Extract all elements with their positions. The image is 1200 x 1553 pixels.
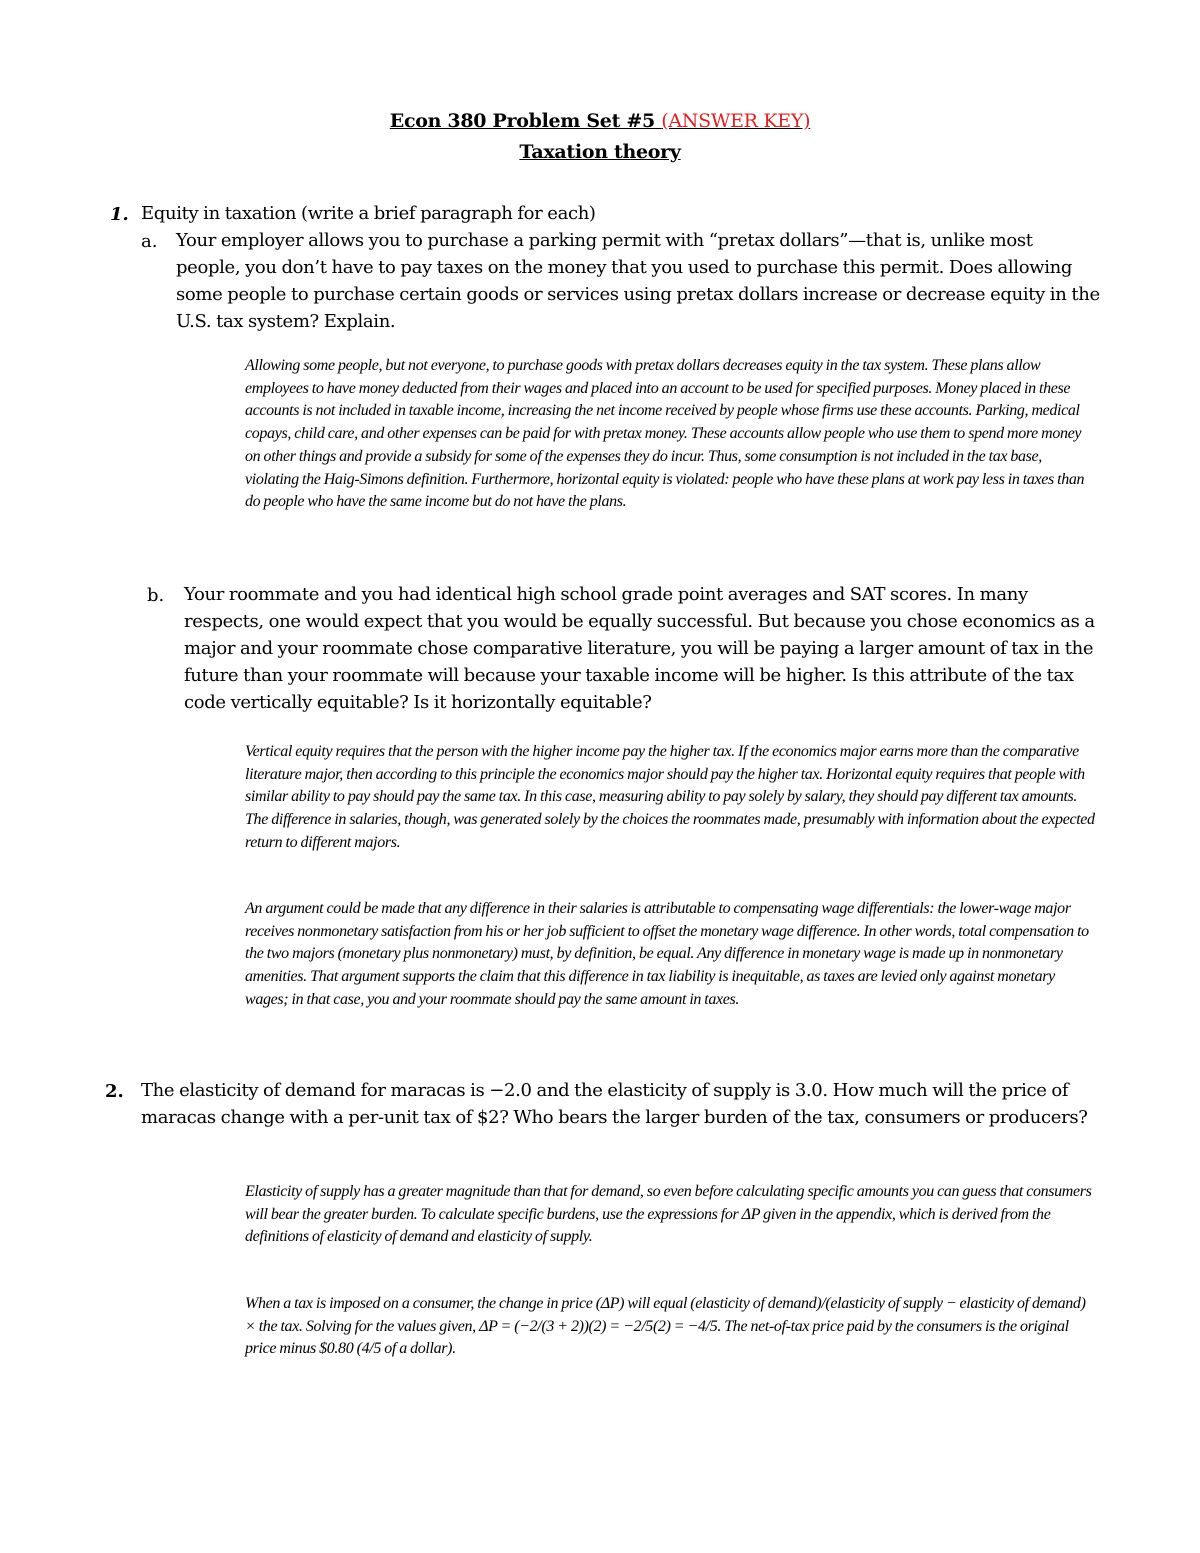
answer-1b-paragraph-1: Vertical equity requires that the person with the higher income pay the higher tax. If the economics major earns more than the comparative literature major, then according to this principle the economics major should pay the higher tax. Horizontal equity requires that people with similar ability to pay should pay the same tax. In this case, measuring ability to pay solely by salary, they should pay different tax amounts. The difference in salaries, though, was generated solely by the choices the roommates made, presumably with information about the expected return to different majors.	[245, 743, 1095, 851]
answer-2-paragraph-1: Elasticity of supply has a greater magnitude than that for demand, so even before calculating specific amounts you can guess that consumers will bear the greater burden. To calculate specific burdens, use the expressions for ΔP given in the appendix, which is derived from the definitions of elasticity of demand and elasticity of supply.	[245, 1183, 1092, 1246]
question-1a-label: a.	[141, 231, 158, 252]
question-1a-text: Your employer allows you to purchase a parking permit with “pretax dollars”—that is, unlike most people, you don’t have to pay taxes on the money that you used to purchase this permit. Does allowing some people to purchase certain goods or services using pretax dollars increase or decrease equity in the U.S. tax system? Explain.	[176, 230, 1100, 332]
title-text: Econ 380 Problem Set #5	[389, 110, 655, 132]
page-subtitle: Taxation theory	[519, 141, 681, 163]
question-1b-text: Your roommate and you had identical high school grade point averages and SAT scores. In many respects, one would expect that you would be equally successful. But because you chose economics as a major and your roommate chose comparative literature, you will be paying a larger amount of tax in the future than your roommate will because your taxable income will be higher. Is this attribute of the tax code vertically equitable? Is it horizontally equitable?	[184, 584, 1095, 713]
question-1-text: Equity in taxation (write a brief paragraph for each)	[141, 203, 596, 224]
answer-2-paragraph-2: When a tax is imposed on a consumer, the change in price (ΔP) will equal (elasticity of demand)/(elasticity of supply − elasticity of demand) × the tax. Solving for the values given, ΔP = (−2/(3 + 2))(2) = −2/5(2) = −4/5. The net-of-tax price paid by the consumers is the original price minus $0.80 (4/5 of a dollar).	[245, 1295, 1086, 1358]
answer-key-label: (ANSWER KEY)	[661, 110, 811, 132]
question-1-number: 1.	[110, 204, 129, 225]
answer-1a: Allowing some people, but not everyone, to purchase goods with pretax dollars decreases equity in the tax system. These plans allow employees to have money deducted from their wages and placed into an account to be used for specified purposes. Money placed in these accounts is not included in taxable income, increasing the net income received by people whose firms use these accounts. Parking, medical copays, child care, and other expenses can be paid for with pretax money. These accounts allow people who use them to spend more money on other things and provide a subsidy for some of the expenses they do incur. Thus, some consumption is not included in the tax base, violating the Haig-Simons definition. Furthermore, horizontal equity is violated: people who have these plans at work pay less in taxes than do people who have the same income but do not have the plans.	[245, 357, 1085, 511]
answer-1b-paragraph-2: An argument could be made that any difference in their salaries is attributable to compensating wage differentials: the lower-wage major receives nonmonetary satisfaction from his or her job sufficient to offset the monetary wage difference. In other words, total compensation to the two majors (monetary plus nonmonetary) must, by definition, be equal. Any difference in monetary wage is made up in nonmonetary amenities. That argument supports the claim that this difference in tax liability is inequitable, as taxes are levied only against monetary wages; in that case, you and your roommate should pay the same amount in taxes.	[245, 900, 1089, 1008]
question-1b-label: b.	[147, 585, 165, 606]
page-title	[0, 110, 1200, 132]
question-2-text: The elasticity of demand for maracas is −2.0 and the elasticity of supply is 3.0. How much will the price of maracas change with a per-unit tax of $2? Who bears the larger burden of the tax, consumers or producers?	[141, 1080, 1088, 1128]
question-2-number: 2.	[105, 1081, 124, 1102]
